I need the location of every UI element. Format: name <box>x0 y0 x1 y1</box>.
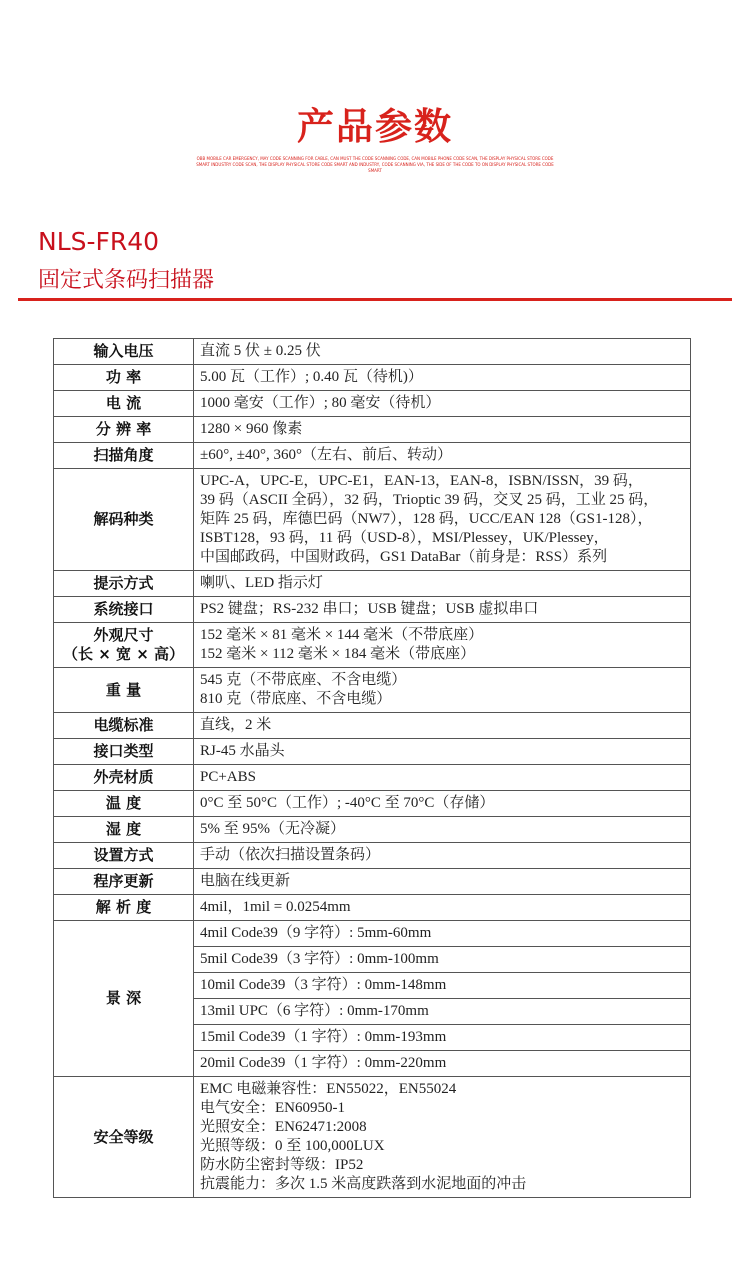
spec-value-1: 5.00 瓦（工作）; 0.40 瓦（待机)） <box>194 365 691 391</box>
spec-label-0: 输入电压 <box>54 339 194 365</box>
spec-value-7: PS2 键盘；RS-232 串口；USB 键盘；USB 虚拟串口 <box>194 597 691 623</box>
spec-label-safety: 安全等级 <box>54 1077 194 1198</box>
tagline: OBB MOBILE CAR EMERGENCY, MAY CODE SCANNING FOR CABLE, CAN MUST THE CODE SCANNING CODE, CAN MOBILE PHONE CODE SCAN, THE DISPLAY PHYSICAL STORE CODE SMART INDUSTRY CODE SCAN, THE DISPLAY PHYSICAL STORE CODE SMART AND INDUSTRY, CODE SCANNING VIA, THE SIDE OF THE CODE TO ON DISPLAY PHYSICAL STORE CODE SMART <box>196 156 554 173</box>
spec-value-depth-3: 13mil UPC（6 字符）: 0mm-170mm <box>194 999 691 1025</box>
spec-table <box>53 338 691 1198</box>
spec-row <box>54 668 691 713</box>
spec-value-11: RJ-45 水晶头 <box>194 739 691 765</box>
spec-value-12: PC+ABS <box>194 765 691 791</box>
spec-label-5: 解码种类 <box>54 469 194 571</box>
spec-value-15: 手动（依次扫描设置条码） <box>194 843 691 869</box>
spec-value-0: 直流 5 伏 ± 0.25 伏 <box>194 339 691 365</box>
product-subtitle: 固定式条码扫描器 <box>38 268 215 293</box>
spec-value-4: ±60°, ±40°, 360°（左右、前后、转动） <box>194 443 691 469</box>
spec-row <box>54 869 691 895</box>
spec-row <box>54 417 691 443</box>
spec-label-4: 扫描角度 <box>54 443 194 469</box>
spec-value-3: 1280 × 960 像素 <box>194 417 691 443</box>
spec-label-1: 功 率 <box>54 365 194 391</box>
spec-value-5: UPC-A，UPC-E，UPC-E1，EAN-13，EAN-8，ISBN/ISSN，39 码， 39 码（ASCII 全码），32 码，Trioptic 39 码，交叉 25 码，工业 25 码， 矩阵 25 码，库德巴码（NW7），128 码，UCC/EAN 128（GS1-128）， ISBT128，93 码，11 码（USD-8），MSI/Plessey，UK/Plessey， 中国邮政码，中国财政码，GS1 DataBar（前身是：RSS）系列 <box>194 469 691 571</box>
spec-row <box>54 597 691 623</box>
header-divider <box>18 298 732 301</box>
spec-value-depth-0: 4mil Code39（9 字符）: 5mm-60mm <box>194 921 691 947</box>
spec-label-7: 系统接口 <box>54 597 194 623</box>
spec-value-depth-4: 15mil Code39（1 字符）: 0mm-193mm <box>194 1025 691 1051</box>
spec-label-12: 外壳材质 <box>54 765 194 791</box>
spec-value-9: 545 克（不带底座、不含电缆） 810 克（带底座、不含电缆） <box>194 668 691 713</box>
spec-value-depth-1: 5mil Code39（3 字符）: 0mm-100mm <box>194 947 691 973</box>
spec-value-13: 0°C 至 50°C（工作）; -40°C 至 70°C（存储） <box>194 791 691 817</box>
spec-row <box>54 623 691 668</box>
spec-label-depth: 景 深 <box>54 921 194 1077</box>
spec-row <box>54 817 691 843</box>
spec-label-9: 重 量 <box>54 668 194 713</box>
spec-label-6: 提示方式 <box>54 571 194 597</box>
spec-row <box>54 365 691 391</box>
spec-label-15: 设置方式 <box>54 843 194 869</box>
spec-row <box>54 713 691 739</box>
spec-value-8: 152 毫米 × 81 毫米 × 144 毫米（不带底座） 152 毫米 × 112 毫米 × 184 毫米（带底座） <box>194 623 691 668</box>
spec-row <box>54 791 691 817</box>
spec-label-16: 程序更新 <box>54 869 194 895</box>
depth-row <box>54 921 691 947</box>
spec-row <box>54 895 691 921</box>
spec-row <box>54 391 691 417</box>
spec-value-2: 1000 毫安（工作）; 80 毫安（待机） <box>194 391 691 417</box>
spec-label-17: 解 析 度 <box>54 895 194 921</box>
spec-value-16: 电脑在线更新 <box>194 869 691 895</box>
spec-row <box>54 469 691 571</box>
safety-row <box>54 1077 691 1198</box>
spec-value-safety: EMC 电磁兼容性：EN55022，EN55024 电气安全：EN60950-1 光照安全：EN62471:2008 光照等级：0 至 100,000LUX 防水防尘密封等级：IP52 抗震能力：多次 1.5 米高度跌落到水泥地面的冲击 <box>194 1077 691 1198</box>
spec-value-depth-2: 10mil Code39（3 字符）: 0mm-148mm <box>194 973 691 999</box>
spec-row <box>54 443 691 469</box>
spec-value-6: 喇叭、LED 指示灯 <box>194 571 691 597</box>
spec-label-2: 电 流 <box>54 391 194 417</box>
page-title: 产品参数 <box>297 105 453 148</box>
spec-label-8: 外观尺寸 （长 × 宽 × 高） <box>54 623 194 668</box>
spec-row <box>54 765 691 791</box>
spec-value-10: 直线，2 米 <box>194 713 691 739</box>
spec-label-10: 电缆标准 <box>54 713 194 739</box>
spec-row <box>54 571 691 597</box>
spec-value-14: 5% 至 95%（无冷凝） <box>194 817 691 843</box>
spec-row <box>54 843 691 869</box>
spec-label-13: 温 度 <box>54 791 194 817</box>
spec-label-3: 分 辨 率 <box>54 417 194 443</box>
product-model: NLS-FR40 <box>38 227 160 256</box>
spec-row <box>54 339 691 365</box>
spec-label-14: 湿 度 <box>54 817 194 843</box>
spec-value-depth-5: 20mil Code39（1 字符）: 0mm-220mm <box>194 1051 691 1077</box>
spec-label-11: 接口类型 <box>54 739 194 765</box>
spec-value-17: 4mil，1mil = 0.0254mm <box>194 895 691 921</box>
spec-row <box>54 739 691 765</box>
